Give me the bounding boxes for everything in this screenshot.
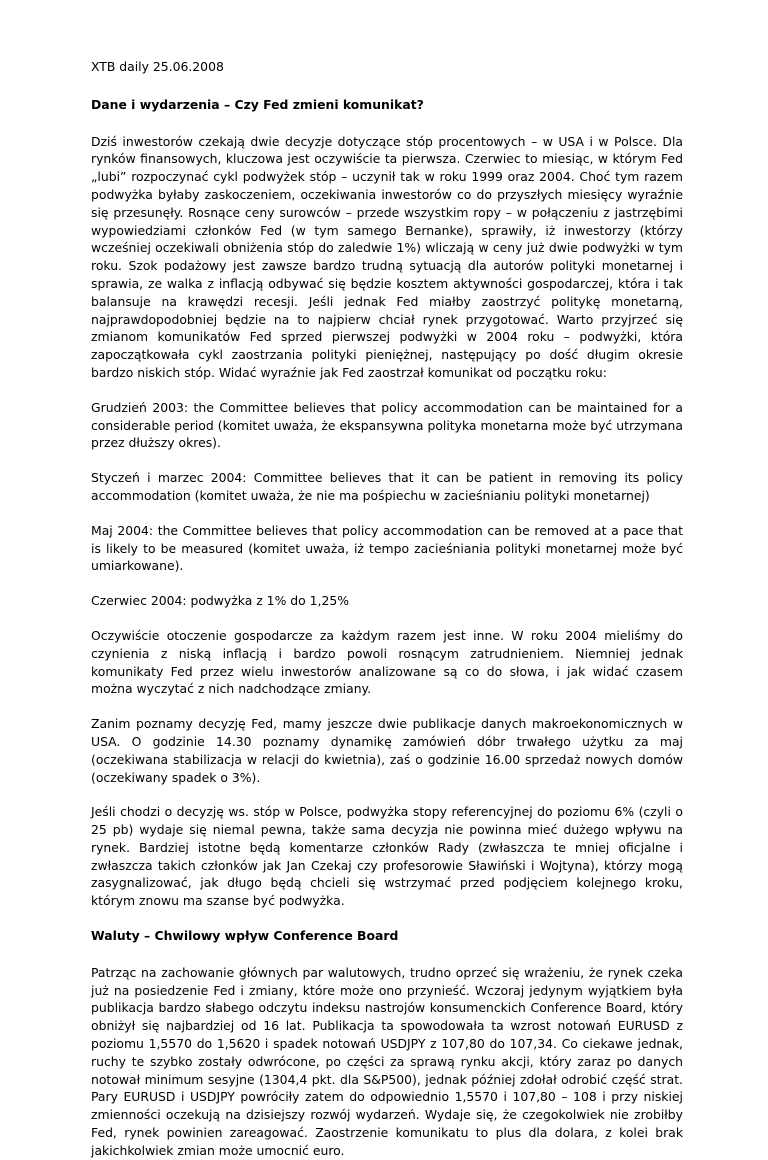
- paragraph-intro: Dziś inwestorów czekają dwie decyzje dotyczące stóp procentowych – w USA i w Polsce. Dla rynków finansowych, kluczowa jest oczywiście ta pierwsza. Czerwiec to miesiąc, w którym Fed „lubi” rozpoczynać cykl podwyżek stóp – uczynił tak w roku 1999 oraz 2004. Choć tym razem podwyżka byłaby zaskoczeniem, oczekiwania inwestorów co do przyszłych miesięcy wyraźnie się przesunęły. Rosnące ceny surowców – przede wszystkim ropy – w połączeniu z jastrzębimi wypowiedziami członków Fed (w tym samego Bernanke), sprawiły, iż inwestorzy (którzy wcześniej oczekiwali obniżenia stóp do zaledwie 1%) wliczają w ceny już dwie podwyżki w tym roku. Szok podażowy jest zawsze bardzo trudną sytuacją dla autorów polityki monetarnej i sprawia, ze walka z inflacją odbywać się będzie kosztem aktywności gospodarczej, która i tak balansuje na krawędzi recesji. Jeśli jednak Fed miałby zaostrzyć politykę monetarną, najprawdopodobniej będzie na to najpierw chciał rynek przygotować. Warto przyjrzeć się zmianom komunikatów Fed sprzed pierwszej podwyżki w 2004 roku – podwyżki, która zapoczątkowała cykl zaostrzania polityki pieniężnej, następujący po dość długim okresie bardzo niskich stóp. Widać wyraźnie jak Fed zaostrzał komunikat od początku roku:: [91, 133, 683, 380]
- paragraph-economic-context: Oczywiście otoczenie gospodarcze za każdym razem jest inne. W roku 2004 mieliśmy do czynienia z niską inflacją i bardzo powoli rosnącym zatrudnieniem. Niemniej jednak komunikaty Fed przez wielu inwestorów analizowane są co do słowa, i jak widać czasem można wyczytać z nich nadchodzące zmiany.: [91, 627, 683, 697]
- paragraph-jan-mar-2004: Styczeń i marzec 2004: Committee believes that it can be patient in removing its policy accommodation (komitet uważa, że nie ma pośpiechu w zacieśnianiu polityki monetarnej): [91, 470, 683, 503]
- paragraph-currencies: Patrząc na zachowanie głównych par walutowych, trudno oprzeć się wrażeniu, że rynek czeka już na posiedzenie Fed i zmiany, które może ono przynieść. Wczoraj jedynym wyjątkiem była publikacja bardzo słabego odczytu indeksu nastrojów konsumenckich Conference Board, który obniżył się najbardziej od 16 lat. Publikacja ta spowodowała ta wzrost notowań EURUSD z poziomu 1,5570 do 1,5620 i spadek notowań USDJPY z 107,80 do 107,34. Co ciekawe jednak, ruchy te szybko zostały odwrócone, po części za sprawą rynku akcji, który zaraz po danych notował minimum sesyjne (1304,4 pkt. dla S&P500), jednak później zdołał odrobić część strat. Pary EURUSD i USDJPY powróciły zatem do odpowiednio 1,5570 i 107,80 – 108 i przy niskiej zmienności oczekują na dzisiejszy rozwój wydarzeń. Wydaje się, że czegokolwiek nie zrobiłby Fed, rynek powinien zareagować. Zaostrzenie komunikatu to plus dla dolara, z kolei brak jakichkolwiek zmian może umocnić euro.: [91, 964, 683, 1158]
- section-title-events: Dane i wydarzenia – Czy Fed zmieni komunikat?: [91, 96, 424, 112]
- paragraph-us-data: Zanim poznamy decyzję Fed, mamy jeszcze dwie publikacje danych makroekonomicznych w USA. O godzinie 14.30 poznamy dynamikę zamówień dóbr trwałego użytku za maj (oczekiwana stabilizacja w relacji do kwietnia), zaś o godzinie 16.00 sprzedaż nowych domów (oczekiwany spadek o 3%).: [91, 716, 683, 785]
- section-title-currencies: Waluty – Chwilowy wpływ Conference Board: [91, 928, 399, 944]
- paragraph-dec-2003: Grudzień 2003: the Committee believes that policy accommodation can be maintained for a considerable period (komitet uważa, że ekspansywna polityka monetarna może być utrzymana przez dłuższy okres).: [91, 399, 683, 451]
- paragraph-jun-2004: Czerwiec 2004: podwyżka z 1% do 1,25%: [91, 593, 350, 609]
- paragraph-poland-rates: Jeśli chodzi o decyzję ws. stóp w Polsce, podwyżka stopy referencyjnej do poziomu 6% (czyli o 25 pb) wydaje się niemal pewna, także sama decyzja nie powinna mieć dużego wpływu na rynek. Bardziej istotne będą komentarze członków Rady (zwłaszcza te mniej oficjalne i zwłaszcza takich członków jak Jan Czekaj czy profesorowie Sławiński i Wojtyna), którzy mogą zasygnalizować, jak długo będą chcieli się wstrzymać przed podjęciem kolejnego kroku, którym znowu ma szanse być podwyżka.: [91, 804, 683, 909]
- paragraph-may-2004: Maj 2004: the Committee believes that policy accommodation can be removed at a pace that is likely to be measured (komitet uważa, iż tempo zacieśniania polityki monetarnej może być umiarkowane).: [91, 522, 683, 574]
- date-line: XTB daily 25.06.2008: [91, 59, 224, 74]
